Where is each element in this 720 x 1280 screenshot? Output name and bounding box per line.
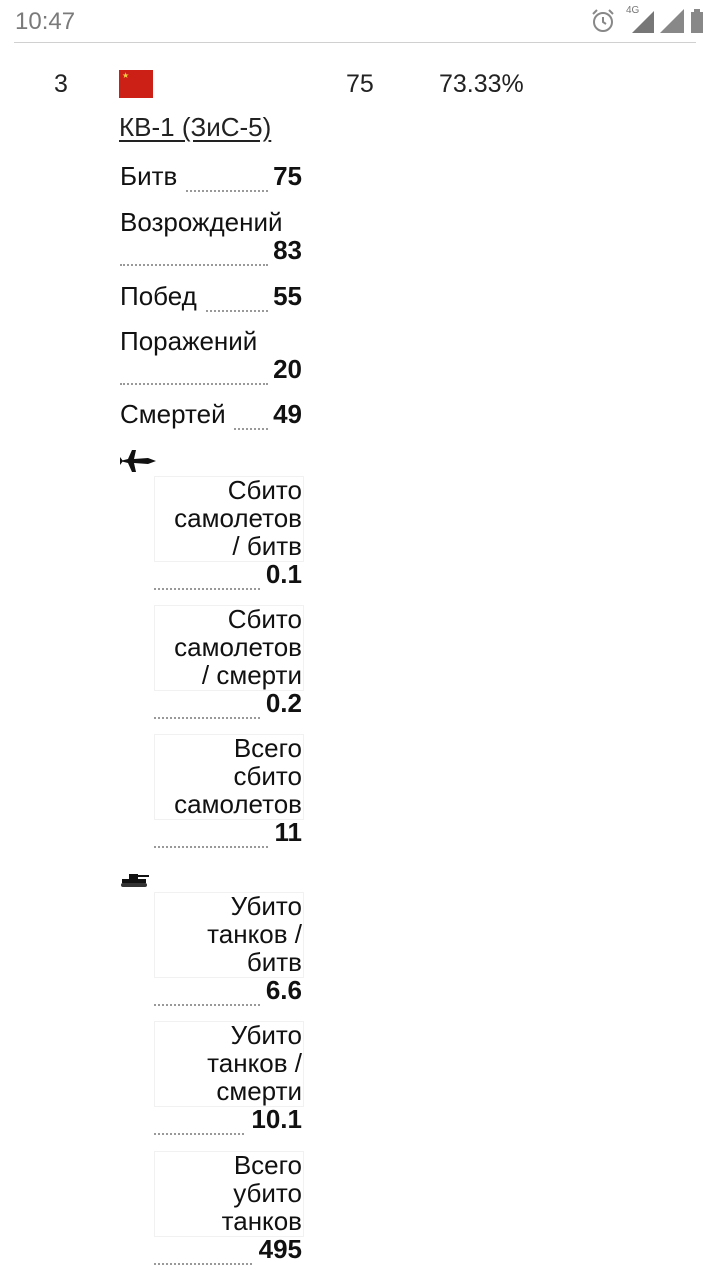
stat-label: Поражений: [120, 326, 258, 356]
stat-label-line: самолетов: [174, 632, 302, 662]
stat-label: Побед: [120, 281, 197, 311]
stat-value: 83: [273, 235, 302, 265]
win-rate: 73.33%: [439, 70, 524, 98]
ground-stat-total-kills: [154, 1151, 304, 1267]
stat-label-line: смерти: [216, 1076, 302, 1106]
status-divider: [14, 42, 696, 43]
stat-value: 49: [273, 399, 302, 429]
stat-value: 11: [274, 817, 302, 847]
status-icons: [590, 5, 704, 34]
vehicle-name-link[interactable]: КВ-1 (ЗиС-5): [119, 112, 272, 142]
stat-label-line: убито: [233, 1178, 302, 1208]
stat-label-line: / смерти: [201, 660, 302, 690]
stat-label-line: танков /: [207, 1048, 302, 1078]
stat-respawns: [120, 208, 304, 268]
stat-wins: [120, 282, 304, 316]
stat-label: Битв: [120, 161, 178, 191]
ussr-flag-icon: ★: [119, 70, 153, 98]
stat-label-line: Убито: [230, 1020, 302, 1050]
stat-label-line: танков /: [207, 919, 302, 949]
signal-icon: [660, 9, 684, 33]
stat-value: 10.1: [251, 1104, 302, 1134]
stat-value: 55: [273, 281, 302, 311]
stat-label: Смертей: [120, 399, 226, 429]
stat-value: 75: [273, 161, 302, 191]
network-type-label: 4G: [626, 5, 640, 16]
tank-icon: [120, 872, 150, 888]
stat-label: Возрождений: [120, 207, 283, 237]
stat-label-line: самолетов: [174, 789, 302, 819]
signal-4g-icon: [622, 5, 654, 33]
stat-label-line: сбито: [233, 761, 302, 791]
stat-label-line: Всего: [233, 733, 302, 763]
stat-label-line: Сбито: [227, 604, 302, 634]
stat-value: 0.2: [265, 688, 302, 718]
stat-deaths: [120, 400, 304, 434]
ground-stat-kills-per-battle: [154, 892, 304, 1008]
stat-label-line: Всего: [233, 1150, 302, 1180]
alarm-icon: [590, 8, 616, 34]
battles-count: 75: [346, 70, 374, 98]
stat-label-line: Сбито: [227, 475, 302, 505]
battery-icon: [690, 9, 704, 33]
ground-stat-kills-per-death: [154, 1021, 304, 1137]
stat-losses: [120, 327, 304, 387]
stat-value: 0.1: [265, 559, 302, 589]
stat-value: 20: [273, 354, 302, 384]
stat-label-line: танков: [221, 1206, 302, 1236]
rank-number: 3: [54, 70, 68, 98]
status-bar: [0, 0, 720, 42]
stat-label-line: Убито: [230, 891, 302, 921]
stat-value: 6.6: [265, 975, 302, 1005]
stat-label-line: битв: [246, 947, 302, 977]
air-stat-kills-per-battle: [154, 476, 304, 592]
fighter-jet-icon: [118, 448, 158, 474]
stat-label-line: самолетов: [174, 503, 302, 533]
stat-value: 495: [258, 1234, 302, 1264]
air-stat-total-kills: [154, 734, 304, 850]
stat-battles: [120, 162, 304, 196]
air-stat-kills-per-death: [154, 605, 304, 721]
stat-label-line: / битв: [232, 531, 302, 561]
status-time: 10:47: [15, 8, 76, 35]
